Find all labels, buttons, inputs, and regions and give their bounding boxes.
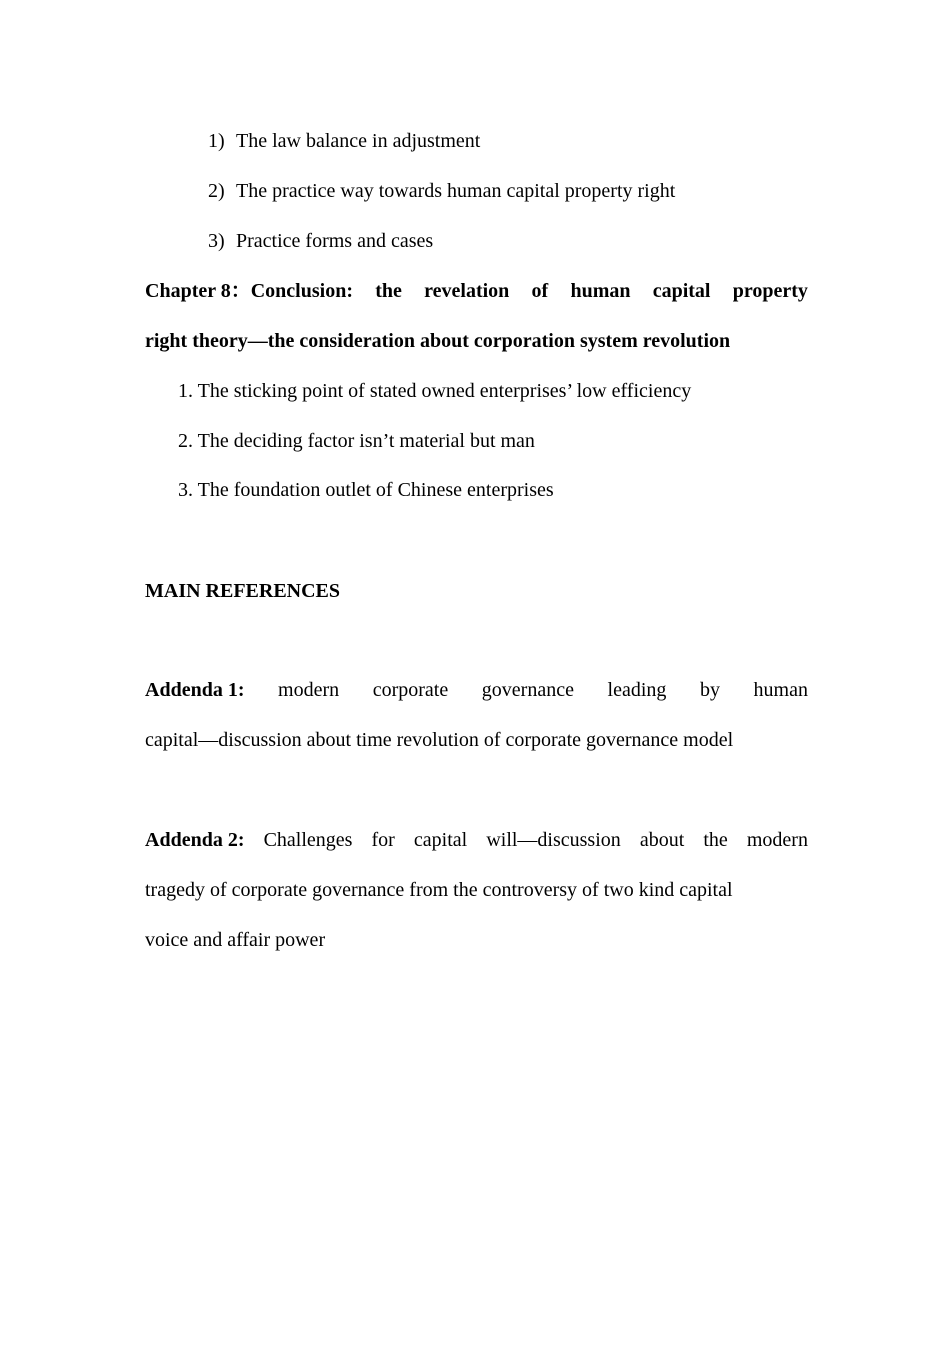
- heading-word: property: [732, 280, 808, 302]
- list-item-number: 3): [208, 230, 225, 252]
- addenda-word: about: [639, 829, 685, 851]
- chapter-heading-line2: right theory—the consideration about corporation system revolution: [145, 330, 731, 352]
- list-item: [208, 129, 480, 153]
- addenda-1-line2: capital—discussion about time revolution of corporate governance model: [145, 729, 734, 751]
- list-item-number: 2): [208, 180, 225, 202]
- addenda-label: Addenda 1:: [145, 679, 245, 701]
- addenda-1-line1: [145, 678, 808, 702]
- main-references-heading: MAIN REFERENCES: [145, 580, 341, 602]
- list-item-number: 3.: [178, 479, 193, 501]
- chapter-heading-line1: [145, 279, 808, 303]
- addenda-2-line2: tragedy of corporate governance from the controversy of two kind capital: [145, 879, 733, 901]
- list-item-text: The foundation outlet of Chinese enterprises: [197, 479, 554, 501]
- heading-word: revelation: [424, 280, 510, 302]
- list-item: [208, 229, 433, 253]
- list-item: [178, 379, 691, 403]
- heading-word: of: [531, 280, 549, 302]
- addenda-word: by: [699, 679, 720, 701]
- addenda-word: governance: [481, 679, 574, 701]
- list-item: [178, 478, 554, 502]
- heading-word: capital: [652, 280, 711, 302]
- addenda-word: will—discussion: [486, 829, 621, 851]
- list-item: [208, 179, 675, 203]
- addenda-word: modern: [278, 679, 340, 701]
- addenda-word: for: [371, 829, 395, 851]
- list-item-number: 2.: [178, 430, 193, 452]
- list-item-text: The sticking point of stated owned enterprises’ low efficiency: [197, 380, 692, 402]
- list-item-text: The deciding factor isn’t material but man: [197, 430, 535, 452]
- addenda-label: Addenda 2:: [145, 829, 245, 851]
- list-item-text: The practice way towards human capital property right: [236, 180, 676, 202]
- list-item-text: The law balance in adjustment: [236, 130, 481, 152]
- heading-word: human: [570, 280, 631, 302]
- addenda-word: capital: [413, 829, 468, 851]
- addenda-2-line1: [145, 828, 808, 852]
- list-item-text: Practice forms and cases: [236, 230, 434, 252]
- list-item: [178, 429, 535, 453]
- addenda-word: human: [753, 679, 808, 701]
- addenda-word: Challenges: [263, 829, 353, 851]
- addenda-word: leading: [607, 679, 667, 701]
- addenda-2-line3: voice and affair power: [145, 929, 326, 951]
- addenda-word: the: [703, 829, 728, 851]
- heading-word: Chapter 8：Conclusion:: [145, 280, 353, 302]
- list-item-number: 1): [208, 130, 225, 152]
- addenda-word: corporate: [372, 679, 449, 701]
- addenda-word: modern: [746, 829, 808, 851]
- heading-word: the: [375, 280, 402, 302]
- list-item-number: 1.: [178, 380, 193, 402]
